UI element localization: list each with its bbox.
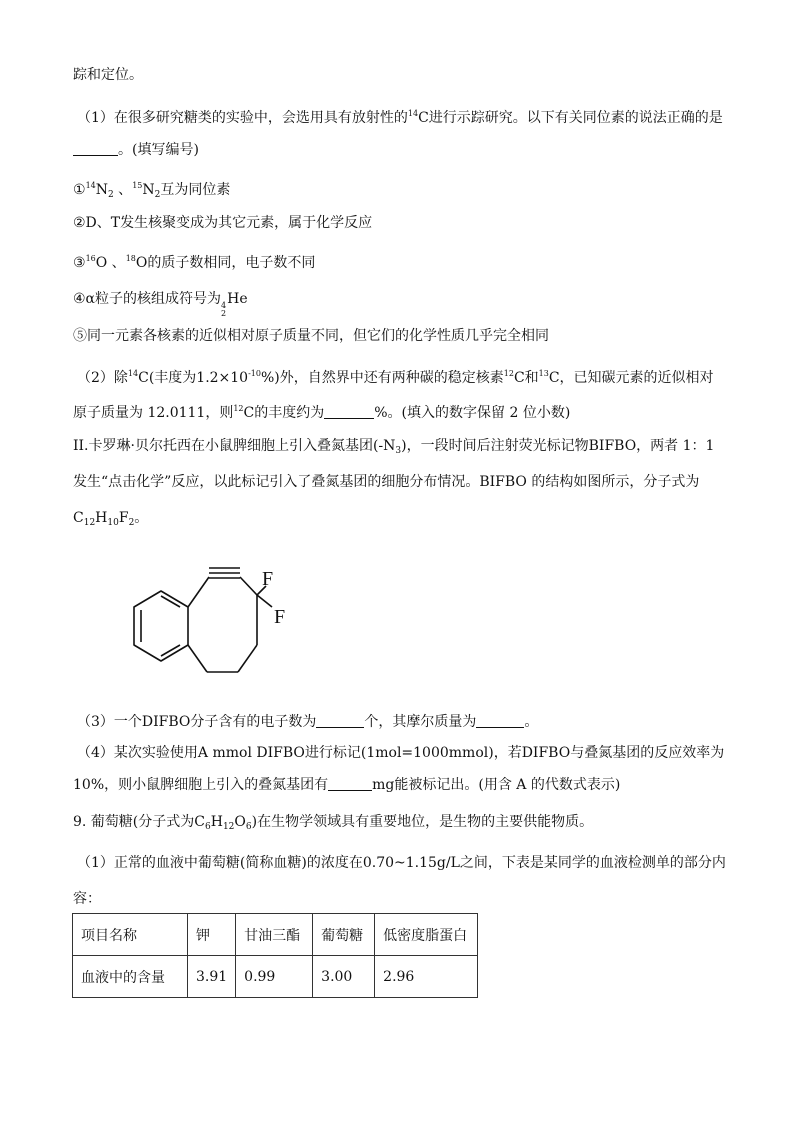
answer-blank[interactable]: [476, 713, 524, 728]
option-5: ⑤同一元素各核素的近似相对原子质量不同，但它们的化学性质几乎完全相同: [73, 328, 549, 344]
question-4-stem: （4）某次实验使用A mmol DIFBO进行标记(1mol=1000mmol)，若DIFBO与叠氮基团的反应效率为: [77, 745, 725, 761]
option-3: ③$^{16}$O 、$^{18}$O的质子数相同，电子数不同: [73, 254, 316, 271]
section-ii-stem: II.卡罗琳·贝尔托西在小鼠脾细胞上引入叠氮基团$(-N_3)$，一段时间后注射荧光标记物BIFBO，两者 1：1: [73, 438, 715, 456]
table-cell: 2.96: [375, 956, 478, 998]
line-0: 踪和定位。: [73, 67, 143, 83]
answer-blank[interactable]: [73, 141, 118, 156]
blood-test-table: [72, 913, 478, 998]
option-4: ④α粒子的核组成符号为 4 2 He: [73, 291, 248, 318]
option-2: ②D、T发生核聚变成为其它元素，属于化学反应: [73, 215, 373, 231]
answer-blank[interactable]: [324, 404, 374, 419]
answer-blank[interactable]: [328, 776, 372, 791]
question-9-part-1: （1）正常的血液中葡萄糖(简称血糖)的浓度在0.70~1.15g/L之间，下表是某同学的血液检测单的部分内: [77, 855, 726, 871]
table-header-cell: 甘油三酯: [236, 914, 313, 956]
table-cell: 3.91: [188, 956, 236, 998]
table-header-cell: 低密度脂蛋白: [375, 914, 478, 956]
molecular-formula: $C_{12}H_{10}F_2$。: [73, 510, 149, 528]
option-1: $①^{14}N_2$ 、$^{15}N_2$互为同位素: [73, 181, 231, 200]
table-cell: 3.00: [313, 956, 375, 998]
question-1-stem: （1）在很多研究糖类的实验中，会选用具有放射性的$^{14}$C进行示踪研究。以下有关同位素的说法正确的是: [77, 109, 723, 126]
question-1-blank-line: 。(填写编号): [73, 140, 199, 160]
table-header-cell: 钾: [188, 914, 236, 956]
table-cell: 血液中的含量: [73, 956, 188, 998]
question-9-part-1-line-2: 容：: [73, 891, 101, 907]
fluorine-atom-label: F: [274, 606, 286, 628]
difbo-structure-diagram: [60, 555, 320, 685]
question-2-stem: （2）除$^{14}$C(丰度为$1.2\times 10^{-10}\%$)外，自然界中还有两种碳的稳定核素$^{12}$C和$^{13}$C，已知碳元素的近似相对: [77, 369, 714, 386]
answer-blank[interactable]: [316, 713, 364, 728]
table-header-cell: 项目名称: [73, 914, 188, 956]
table-header-row: [73, 914, 478, 956]
fluorine-atom-label: F: [262, 568, 274, 590]
question-2-line-2: 原子质量为 12.0111，则$^{12}$C的丰度约为 %。(填入的数字保留 2 位小数): [73, 404, 571, 421]
section-ii-line-2: 发生“点击化学”反应，以此标记引入了叠氮基团的细胞分布情况。BIFBO 的结构如图所示，分子式为: [73, 474, 700, 490]
table-header-cell: 葡萄糖: [313, 914, 375, 956]
question-3-stem: （3）一个DIFBO分子含有的电子数为 个，其摩尔质量为 。: [77, 714, 539, 730]
table-cell: 0.99: [236, 956, 313, 998]
question-4-line-2: 10%，则小鼠脾细胞上引入的叠氮基团有 mg能被标记出。(用含 A 的代数式表示): [73, 777, 621, 793]
table-row: [73, 956, 478, 998]
question-9-stem: 9. 葡萄糖(分子式为$C_6H_{12}O_6$)在生物学领域具有重要地位，是生物的主要供能物质。: [73, 814, 594, 832]
